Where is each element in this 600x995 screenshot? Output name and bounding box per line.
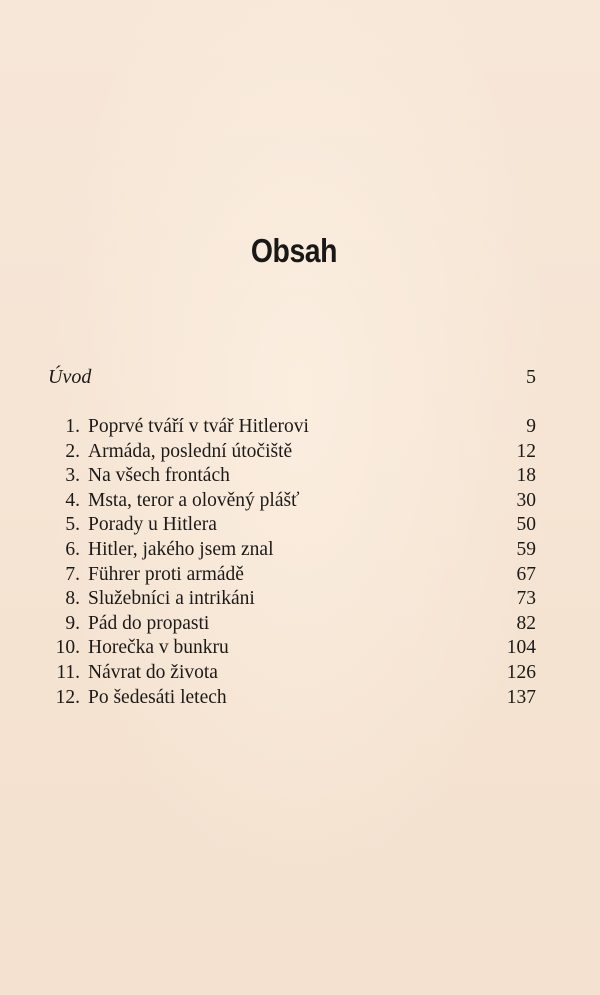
toc-chapter-row <box>40 661 536 686</box>
chapter-number: 3. <box>65 465 80 487</box>
chapter-page-number: 126 <box>506 661 536 683</box>
toc-chapter-row <box>40 538 536 563</box>
chapter-title: Führer proti armádě <box>88 563 244 585</box>
toc-chapter-row <box>40 636 536 661</box>
toc-chapter-row <box>40 587 536 612</box>
page-title: Obsah <box>250 232 338 269</box>
chapter-number: 8. <box>65 588 80 610</box>
chapter-page-number: 137 <box>506 686 536 708</box>
chapter-page-number: 82 <box>516 612 536 634</box>
chapter-number: 11. <box>56 661 80 683</box>
chapter-number: 12. <box>55 686 80 708</box>
toc-chapter-row <box>40 489 536 514</box>
chapter-title: Horečka v bunkru <box>88 637 229 659</box>
chapter-number: 9. <box>65 612 80 634</box>
toc-chapter-row <box>40 513 536 538</box>
chapter-page-number: 104 <box>506 637 536 659</box>
toc-chapter-row <box>40 563 536 588</box>
chapter-page-number: 67 <box>516 563 536 585</box>
chapter-number: 5. <box>65 514 80 536</box>
chapter-page-number: 12 <box>516 440 536 462</box>
chapter-number: 1. <box>65 416 80 437</box>
chapter-page-number: 50 <box>516 514 536 536</box>
chapter-number: 6. <box>65 538 80 560</box>
toc-intro-label: Úvod <box>48 366 92 388</box>
chapter-title: Po šedesáti letech <box>88 686 227 708</box>
chapter-page-number: 59 <box>516 538 536 560</box>
chapter-title: Armáda, poslední útočiště <box>88 440 293 462</box>
chapter-number: 4. <box>65 489 80 511</box>
chapter-page-number: 18 <box>516 465 536 487</box>
chapter-title: Msta, teror a olověný plášť <box>88 489 300 511</box>
toc-chapter-row <box>40 686 536 711</box>
toc-chapter-row <box>40 464 536 489</box>
chapter-number: 2. <box>65 440 80 462</box>
table-of-contents <box>40 415 536 710</box>
chapter-number: 7. <box>65 563 80 585</box>
chapter-page-number: 30 <box>516 489 536 511</box>
chapter-title: Na všech frontách <box>88 465 230 487</box>
toc-chapter-row <box>40 415 536 440</box>
toc-intro-page-number: 5 <box>526 366 536 388</box>
chapter-title: Návrat do života <box>88 661 218 683</box>
chapter-title: Služebníci a intrikáni <box>88 588 255 610</box>
chapter-page-number: 9 <box>526 416 536 437</box>
toc-chapter-row <box>40 612 536 637</box>
chapter-title: Pád do propasti <box>88 612 210 634</box>
chapter-number: 10. <box>55 637 80 659</box>
chapter-page-number: 73 <box>516 588 536 610</box>
chapter-title: Porady u Hitlera <box>88 514 217 536</box>
toc-chapter-row <box>40 440 536 465</box>
chapter-title: Poprvé tváří v tvář Hitlerovi <box>88 416 309 437</box>
toc-intro-row <box>48 366 536 394</box>
chapter-title: Hitler, jakého jsem znal <box>88 538 274 560</box>
